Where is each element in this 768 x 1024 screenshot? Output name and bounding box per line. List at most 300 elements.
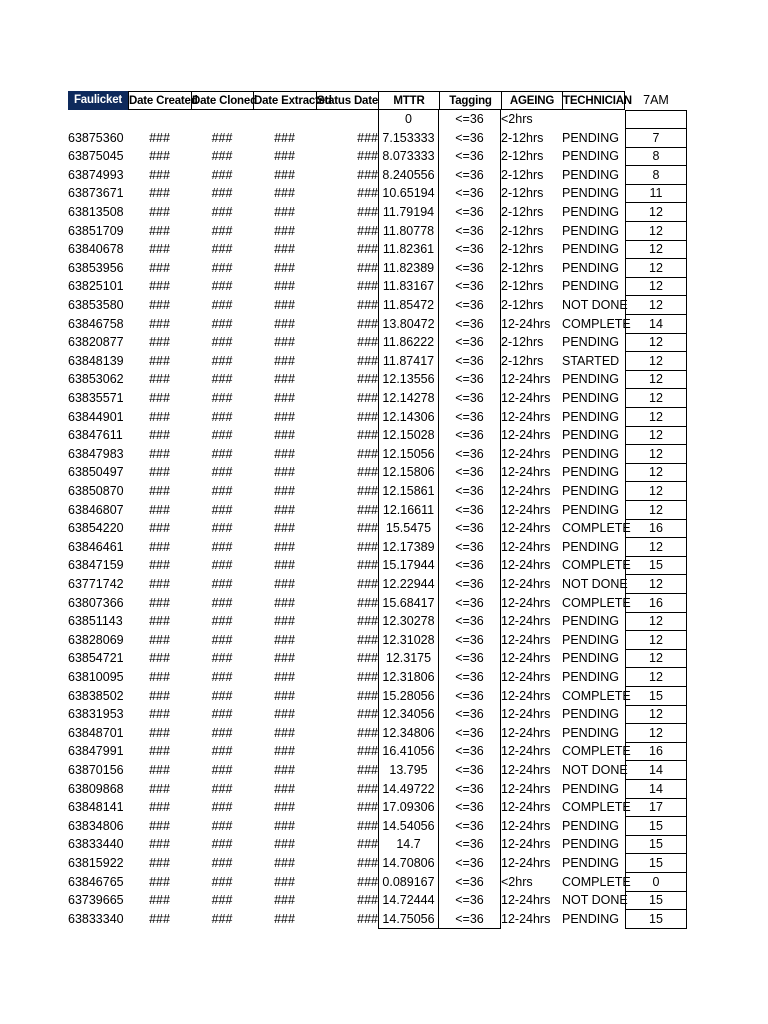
date-created-cell[interactable]: ###	[149, 911, 170, 926]
mttr-cell[interactable]: 12.15861	[378, 482, 439, 501]
7am-cell[interactable]: 12	[625, 631, 687, 650]
technician-cell[interactable]: PENDING	[562, 391, 619, 405]
mttr-cell[interactable]: 14.72444	[378, 891, 439, 910]
fault-ticket-cell[interactable]: 63825101	[68, 279, 124, 294]
7am-cell[interactable]: 15	[625, 891, 687, 910]
date-cloned-cell[interactable]: ###	[211, 744, 233, 759]
header-faulticket[interactable]: Faulicket	[68, 91, 128, 110]
technician-cell[interactable]: PENDING	[562, 446, 619, 461]
date-cloned-cell[interactable]: ###	[211, 874, 233, 889]
technician-cell[interactable]: PENDING	[562, 428, 619, 443]
fault-ticket-cell[interactable]: 63828069	[68, 632, 124, 647]
status-date-cell[interactable]: ###	[357, 391, 378, 405]
ageing-cell[interactable]: 2-12hrs	[501, 260, 544, 275]
mttr-cell[interactable]: 13.795	[378, 761, 439, 780]
date-created-cell[interactable]: ###	[149, 670, 170, 684]
technician-cell[interactable]: NOT DONE	[562, 298, 628, 312]
technician-cell[interactable]: PENDING	[562, 465, 619, 480]
technician-cell[interactable]: PENDING	[562, 539, 619, 554]
status-date-cell[interactable]: ###	[357, 818, 378, 833]
date-created-cell[interactable]: ###	[149, 205, 170, 219]
ageing-cell[interactable]: <2hrs	[501, 112, 533, 126]
header-tagging[interactable]: Tagging	[439, 91, 501, 110]
date-created-cell[interactable]: ###	[149, 335, 170, 350]
fault-ticket-cell[interactable]: 63815922	[68, 856, 124, 870]
mttr-cell[interactable]: 17.09306	[378, 798, 439, 817]
fault-ticket-cell[interactable]: 63846758	[68, 316, 124, 331]
date-cloned-cell[interactable]: ###	[211, 260, 233, 275]
status-date-cell[interactable]: ###	[357, 298, 378, 312]
ageing-cell[interactable]: 12-24hrs	[501, 428, 551, 443]
technician-cell[interactable]: PENDING	[562, 205, 619, 219]
status-date-cell[interactable]: ###	[357, 372, 378, 387]
date-created-cell[interactable]: ###	[149, 391, 170, 405]
tagging-cell[interactable]: <=36	[439, 315, 501, 334]
tagging-cell[interactable]: <=36	[439, 259, 501, 278]
technician-cell[interactable]: STARTED	[562, 353, 620, 368]
ageing-cell[interactable]: 12-24hrs	[501, 409, 551, 424]
technician-cell[interactable]: PENDING	[562, 725, 619, 740]
date-created-cell[interactable]: ###	[149, 279, 170, 294]
status-date-cell[interactable]: ###	[357, 837, 378, 852]
date-cloned-cell[interactable]: ###	[211, 539, 233, 554]
header-status-date[interactable]: Status Date	[316, 91, 378, 110]
mttr-cell[interactable]: 0.089167	[378, 873, 439, 892]
tagging-cell[interactable]: <=36	[439, 333, 501, 352]
mttr-cell[interactable]: 14.7	[378, 835, 439, 854]
status-date-cell[interactable]: ###	[357, 725, 378, 740]
fault-ticket-cell[interactable]: 63853956	[68, 260, 124, 275]
fault-ticket-cell[interactable]: 63820877	[68, 335, 124, 350]
fault-ticket-cell[interactable]: 63848701	[68, 725, 124, 740]
ageing-cell[interactable]: 2-12hrs	[501, 149, 544, 164]
date-extracted-cell[interactable]: ###	[274, 595, 295, 610]
date-created-cell[interactable]: ###	[149, 298, 170, 312]
mttr-cell[interactable]: 11.86222	[378, 333, 439, 352]
date-created-cell[interactable]: ###	[149, 818, 170, 833]
fault-ticket-cell[interactable]: 63848139	[68, 353, 124, 368]
7am-cell[interactable]: 12	[625, 575, 687, 594]
date-cloned-cell[interactable]: ###	[211, 298, 233, 312]
status-date-cell[interactable]: ###	[357, 167, 378, 182]
date-created-cell[interactable]: ###	[149, 577, 170, 591]
date-extracted-cell[interactable]: ###	[274, 781, 295, 796]
7am-cell[interactable]: 16	[625, 594, 687, 613]
date-created-cell[interactable]: ###	[149, 763, 170, 777]
status-date-cell[interactable]: ###	[357, 763, 378, 777]
tagging-cell[interactable]: <=36	[439, 556, 501, 575]
7am-cell[interactable]: 17	[625, 798, 687, 817]
date-cloned-cell[interactable]: ###	[211, 837, 233, 852]
date-cloned-cell[interactable]: ###	[211, 800, 233, 815]
tagging-cell[interactable]: <=36	[439, 389, 501, 408]
tagging-cell[interactable]: <=36	[439, 835, 501, 854]
date-created-cell[interactable]: ###	[149, 614, 170, 629]
7am-cell[interactable]: 12	[625, 482, 687, 501]
date-extracted-cell[interactable]: ###	[274, 428, 295, 443]
ageing-cell[interactable]: 12-24hrs	[501, 521, 551, 536]
status-date-cell[interactable]: ###	[357, 502, 378, 517]
technician-cell[interactable]: NOT DONE	[562, 893, 628, 908]
tagging-cell[interactable]: <=36	[439, 129, 501, 148]
tagging-cell[interactable]: <=36	[439, 222, 501, 241]
mttr-cell[interactable]: 15.17944	[378, 556, 439, 575]
mttr-cell[interactable]: 11.85472	[378, 296, 439, 315]
7am-cell[interactable]: 12	[625, 259, 687, 278]
status-date-cell[interactable]: ###	[357, 260, 378, 275]
status-date-cell[interactable]: ###	[357, 595, 378, 610]
date-extracted-cell[interactable]: ###	[274, 167, 295, 182]
fault-ticket-cell[interactable]: 63870156	[68, 763, 124, 777]
date-cloned-cell[interactable]: ###	[211, 335, 233, 350]
mttr-cell[interactable]: 0	[378, 110, 439, 129]
ageing-cell[interactable]: 2-12hrs	[501, 186, 544, 201]
7am-cell[interactable]: 11	[625, 184, 687, 203]
mttr-cell[interactable]: 12.17389	[378, 538, 439, 557]
ageing-cell[interactable]: 2-12hrs	[501, 242, 544, 257]
ageing-cell[interactable]: 12-24hrs	[501, 595, 551, 610]
date-created-cell[interactable]: ###	[149, 149, 170, 164]
tagging-cell[interactable]: <=36	[439, 687, 501, 706]
tagging-cell[interactable]: <=36	[439, 873, 501, 892]
7am-cell[interactable]: 12	[625, 612, 687, 631]
fault-ticket-cell[interactable]: 63834806	[68, 818, 124, 833]
7am-cell[interactable]: 12	[625, 501, 687, 520]
date-extracted-cell[interactable]: ###	[274, 874, 295, 889]
technician-cell[interactable]: PENDING	[562, 837, 619, 852]
date-extracted-cell[interactable]: ###	[274, 763, 295, 777]
fault-ticket-cell[interactable]: 63810095	[68, 670, 124, 684]
date-created-cell[interactable]: ###	[149, 837, 170, 852]
date-cloned-cell[interactable]: ###	[211, 595, 233, 610]
technician-cell[interactable]: PENDING	[562, 223, 619, 238]
date-cloned-cell[interactable]: ###	[211, 186, 233, 201]
tagging-cell[interactable]: <=36	[439, 724, 501, 743]
date-cloned-cell[interactable]: ###	[211, 725, 233, 740]
date-cloned-cell[interactable]: ###	[211, 149, 233, 164]
date-cloned-cell[interactable]: ###	[211, 670, 233, 684]
mttr-cell[interactable]: 8.240556	[378, 166, 439, 185]
ageing-cell[interactable]: 12-24hrs	[501, 539, 551, 554]
tagging-cell[interactable]: <=36	[439, 594, 501, 613]
technician-cell[interactable]: PENDING	[562, 911, 619, 926]
tagging-cell[interactable]: <=36	[439, 408, 501, 427]
tagging-cell[interactable]: <=36	[439, 426, 501, 445]
status-date-cell[interactable]: ###	[357, 353, 378, 368]
7am-cell[interactable]: 12	[625, 352, 687, 371]
date-extracted-cell[interactable]: ###	[274, 372, 295, 387]
status-date-cell[interactable]: ###	[357, 279, 378, 294]
date-created-cell[interactable]: ###	[149, 465, 170, 480]
tagging-cell[interactable]: <=36	[439, 780, 501, 799]
date-cloned-cell[interactable]: ###	[211, 316, 233, 331]
7am-cell[interactable]: 12	[625, 408, 687, 427]
date-created-cell[interactable]: ###	[149, 242, 170, 257]
date-cloned-cell[interactable]: ###	[211, 651, 233, 666]
status-date-cell[interactable]: ###	[357, 186, 378, 201]
date-extracted-cell[interactable]: ###	[274, 316, 295, 331]
date-created-cell[interactable]: ###	[149, 130, 170, 145]
mttr-cell[interactable]: 12.30278	[378, 612, 439, 631]
date-extracted-cell[interactable]: ###	[274, 446, 295, 461]
mttr-cell[interactable]: 12.31028	[378, 631, 439, 650]
ageing-cell[interactable]: 12-24hrs	[501, 707, 551, 722]
header-date-cloned[interactable]: Date Cloned	[191, 91, 253, 110]
tagging-cell[interactable]: <=36	[439, 240, 501, 259]
ageing-cell[interactable]: 2-12hrs	[501, 223, 544, 238]
date-extracted-cell[interactable]: ###	[274, 298, 295, 312]
tagging-cell[interactable]: <=36	[439, 817, 501, 836]
date-extracted-cell[interactable]: ###	[274, 632, 295, 647]
tagging-cell[interactable]: <=36	[439, 482, 501, 501]
mttr-cell[interactable]: 12.16611	[378, 501, 439, 520]
tagging-cell[interactable]: <=36	[439, 296, 501, 315]
7am-cell[interactable]: 12	[625, 333, 687, 352]
date-cloned-cell[interactable]: ###	[211, 167, 233, 182]
7am-cell[interactable]: 12	[625, 538, 687, 557]
date-created-cell[interactable]: ###	[149, 874, 170, 889]
7am-cell[interactable]: 12	[625, 222, 687, 241]
date-cloned-cell[interactable]: ###	[211, 781, 233, 796]
ageing-cell[interactable]: 12-24hrs	[501, 670, 551, 684]
tagging-cell[interactable]: <=36	[439, 631, 501, 650]
status-date-cell[interactable]: ###	[357, 149, 378, 164]
tagging-cell[interactable]: <=36	[439, 277, 501, 296]
ageing-cell[interactable]: 12-24hrs	[501, 744, 551, 759]
technician-cell[interactable]: PENDING	[562, 670, 619, 684]
date-extracted-cell[interactable]: ###	[274, 409, 295, 424]
technician-cell[interactable]: PENDING	[562, 651, 619, 666]
tagging-cell[interactable]: <=36	[439, 649, 501, 668]
ageing-cell[interactable]: 12-24hrs	[501, 651, 551, 666]
7am-cell[interactable]: 15	[625, 835, 687, 854]
mttr-cell[interactable]: 12.34056	[378, 705, 439, 724]
mttr-cell[interactable]: 14.54056	[378, 817, 439, 836]
ageing-cell[interactable]: 12-24hrs	[501, 893, 551, 908]
date-cloned-cell[interactable]: ###	[211, 223, 233, 238]
date-created-cell[interactable]: ###	[149, 725, 170, 740]
fault-ticket-cell[interactable]: 63835571	[68, 391, 124, 405]
fault-ticket-cell[interactable]: 63873671	[68, 186, 124, 201]
mttr-cell[interactable]: 11.82389	[378, 259, 439, 278]
date-cloned-cell[interactable]: ###	[211, 632, 233, 647]
tagging-cell[interactable]: <=36	[439, 668, 501, 687]
mttr-cell[interactable]: 12.14306	[378, 408, 439, 427]
mttr-cell[interactable]: 12.34806	[378, 724, 439, 743]
ageing-cell[interactable]: 12-24hrs	[501, 911, 551, 926]
status-date-cell[interactable]: ###	[357, 335, 378, 350]
ageing-cell[interactable]: 12-24hrs	[501, 818, 551, 833]
status-date-cell[interactable]: ###	[357, 130, 378, 145]
mttr-cell[interactable]: 11.82361	[378, 240, 439, 259]
date-created-cell[interactable]: ###	[149, 856, 170, 870]
fault-ticket-cell[interactable]: 63875360	[68, 130, 124, 145]
mttr-cell[interactable]: 14.70806	[378, 854, 439, 873]
mttr-cell[interactable]: 12.15806	[378, 463, 439, 482]
mttr-cell[interactable]: 12.22944	[378, 575, 439, 594]
technician-cell[interactable]: PENDING	[562, 242, 619, 257]
ageing-cell[interactable]: 12-24hrs	[501, 632, 551, 647]
7am-cell[interactable]: 12	[625, 277, 687, 296]
mttr-cell[interactable]: 16.41056	[378, 742, 439, 761]
ageing-cell[interactable]: 12-24hrs	[501, 837, 551, 852]
technician-cell[interactable]: PENDING	[562, 149, 619, 164]
technician-cell[interactable]: PENDING	[562, 818, 619, 833]
fault-ticket-cell[interactable]: 63739665	[68, 893, 124, 908]
mttr-cell[interactable]: 15.68417	[378, 594, 439, 613]
date-cloned-cell[interactable]: ###	[211, 372, 233, 387]
tagging-cell[interactable]: <=36	[439, 203, 501, 222]
date-extracted-cell[interactable]: ###	[274, 539, 295, 554]
ageing-cell[interactable]: 12-24hrs	[501, 725, 551, 740]
technician-cell[interactable]: PENDING	[562, 167, 619, 182]
date-cloned-cell[interactable]: ###	[211, 353, 233, 368]
date-extracted-cell[interactable]: ###	[274, 893, 295, 908]
technician-cell[interactable]: PENDING	[562, 409, 619, 424]
status-date-cell[interactable]: ###	[357, 521, 378, 536]
date-cloned-cell[interactable]: ###	[211, 279, 233, 294]
ageing-cell[interactable]: 12-24hrs	[501, 614, 551, 629]
date-extracted-cell[interactable]: ###	[274, 744, 295, 759]
date-cloned-cell[interactable]: ###	[211, 391, 233, 405]
date-cloned-cell[interactable]: ###	[211, 521, 233, 536]
ageing-cell[interactable]: 12-24hrs	[501, 446, 551, 461]
ageing-cell[interactable]: 12-24hrs	[501, 372, 551, 387]
technician-cell[interactable]: PENDING	[562, 186, 619, 201]
date-extracted-cell[interactable]: ###	[274, 688, 295, 703]
technician-cell[interactable]: COMPLETE	[562, 595, 631, 610]
7am-cell[interactable]: 12	[625, 296, 687, 315]
fault-ticket-cell[interactable]: 63854220	[68, 521, 124, 536]
fault-ticket-cell[interactable]: 63813508	[68, 205, 124, 219]
status-date-cell[interactable]: ###	[357, 205, 378, 219]
technician-cell[interactable]: COMPLETE	[562, 744, 631, 759]
mttr-cell[interactable]: 15.28056	[378, 687, 439, 706]
date-cloned-cell[interactable]: ###	[211, 446, 233, 461]
date-cloned-cell[interactable]: ###	[211, 409, 233, 424]
tagging-cell[interactable]: <=36	[439, 184, 501, 203]
date-extracted-cell[interactable]: ###	[274, 521, 295, 536]
date-created-cell[interactable]: ###	[149, 781, 170, 796]
status-date-cell[interactable]: ###	[357, 874, 378, 889]
date-extracted-cell[interactable]: ###	[274, 465, 295, 480]
fault-ticket-cell[interactable]: 63847611	[68, 428, 123, 443]
date-cloned-cell[interactable]: ###	[211, 205, 233, 219]
mttr-cell[interactable]: 15.5475	[378, 519, 439, 538]
mttr-cell[interactable]: 13.80472	[378, 315, 439, 334]
date-created-cell[interactable]: ###	[149, 688, 170, 703]
ageing-cell[interactable]: 12-24hrs	[501, 781, 551, 796]
fault-ticket-cell[interactable]: 63846807	[68, 502, 124, 517]
7am-cell[interactable]: 12	[625, 463, 687, 482]
status-date-cell[interactable]: ###	[357, 893, 378, 908]
ageing-cell[interactable]: 12-24hrs	[501, 558, 551, 573]
mttr-cell[interactable]: 11.80778	[378, 222, 439, 241]
date-created-cell[interactable]: ###	[149, 502, 170, 517]
fault-ticket-cell[interactable]: 63809868	[68, 781, 124, 796]
status-date-cell[interactable]: ###	[357, 539, 378, 554]
status-date-cell[interactable]: ###	[357, 577, 378, 591]
date-cloned-cell[interactable]: ###	[211, 856, 233, 870]
ageing-cell[interactable]: 12-24hrs	[501, 391, 551, 405]
tagging-cell[interactable]: <=36	[439, 445, 501, 464]
7am-cell[interactable]	[625, 110, 687, 129]
tagging-cell[interactable]: <=36	[439, 463, 501, 482]
date-extracted-cell[interactable]: ###	[274, 725, 295, 740]
technician-cell[interactable]: PENDING	[562, 279, 619, 294]
7am-cell[interactable]: 15	[625, 854, 687, 873]
fault-ticket-cell[interactable]: 63847159	[68, 558, 124, 573]
ageing-cell[interactable]: 2-12hrs	[501, 279, 544, 294]
tagging-cell[interactable]: <=36	[439, 575, 501, 594]
date-extracted-cell[interactable]: ###	[274, 391, 295, 405]
7am-cell[interactable]: 14	[625, 780, 687, 799]
status-date-cell[interactable]: ###	[357, 781, 378, 796]
date-extracted-cell[interactable]: ###	[274, 837, 295, 852]
tagging-cell[interactable]: <=36	[439, 742, 501, 761]
technician-cell[interactable]: PENDING	[562, 614, 619, 629]
date-created-cell[interactable]: ###	[149, 186, 170, 201]
date-created-cell[interactable]: ###	[149, 632, 170, 647]
date-created-cell[interactable]: ###	[149, 446, 170, 461]
technician-cell[interactable]: PENDING	[562, 484, 619, 498]
date-cloned-cell[interactable]: ###	[211, 893, 233, 908]
ageing-cell[interactable]: 2-12hrs	[501, 335, 544, 350]
fault-ticket-cell[interactable]: 63846765	[68, 874, 124, 889]
fault-ticket-cell[interactable]: 63850497	[68, 465, 124, 480]
ageing-cell[interactable]: 12-24hrs	[501, 502, 551, 517]
technician-cell[interactable]: NOT DONE	[562, 577, 628, 591]
status-date-cell[interactable]: ###	[357, 651, 378, 666]
date-cloned-cell[interactable]: ###	[211, 577, 233, 591]
ageing-cell[interactable]: 12-24hrs	[501, 465, 551, 480]
status-date-cell[interactable]: ###	[357, 688, 378, 703]
technician-cell[interactable]: PENDING	[562, 372, 619, 387]
date-extracted-cell[interactable]: ###	[274, 856, 295, 870]
mttr-cell[interactable]: 12.31806	[378, 668, 439, 687]
ageing-cell[interactable]: 12-24hrs	[501, 316, 551, 331]
technician-cell[interactable]: NOT DONE	[562, 763, 628, 777]
date-cloned-cell[interactable]: ###	[211, 707, 233, 722]
status-date-cell[interactable]: ###	[357, 484, 378, 498]
date-created-cell[interactable]: ###	[149, 521, 170, 536]
date-created-cell[interactable]: ###	[149, 484, 170, 498]
ageing-cell[interactable]: 12-24hrs	[501, 484, 551, 498]
tagging-cell[interactable]: <=36	[439, 854, 501, 873]
status-date-cell[interactable]: ###	[357, 707, 378, 722]
status-date-cell[interactable]: ###	[357, 446, 378, 461]
7am-cell[interactable]: 7	[625, 129, 687, 148]
fault-ticket-cell[interactable]: 63831953	[68, 707, 124, 722]
mttr-cell[interactable]: 12.15056	[378, 445, 439, 464]
header-mttr[interactable]: MTTR	[378, 91, 439, 110]
date-cloned-cell[interactable]: ###	[211, 242, 233, 257]
status-date-cell[interactable]: ###	[357, 744, 378, 759]
mttr-cell[interactable]: 11.87417	[378, 352, 439, 371]
date-created-cell[interactable]: ###	[149, 260, 170, 275]
fault-ticket-cell[interactable]: 63807366	[68, 595, 124, 610]
fault-ticket-cell[interactable]: 63851143	[68, 614, 123, 629]
fault-ticket-cell[interactable]: 63844901	[68, 409, 124, 424]
date-cloned-cell[interactable]: ###	[211, 688, 233, 703]
date-created-cell[interactable]: ###	[149, 167, 170, 182]
7am-cell[interactable]: 8	[625, 147, 687, 166]
7am-cell[interactable]: 16	[625, 742, 687, 761]
date-extracted-cell[interactable]: ###	[274, 130, 295, 145]
mttr-cell[interactable]: 12.14278	[378, 389, 439, 408]
date-created-cell[interactable]: ###	[149, 651, 170, 666]
date-cloned-cell[interactable]: ###	[211, 818, 233, 833]
